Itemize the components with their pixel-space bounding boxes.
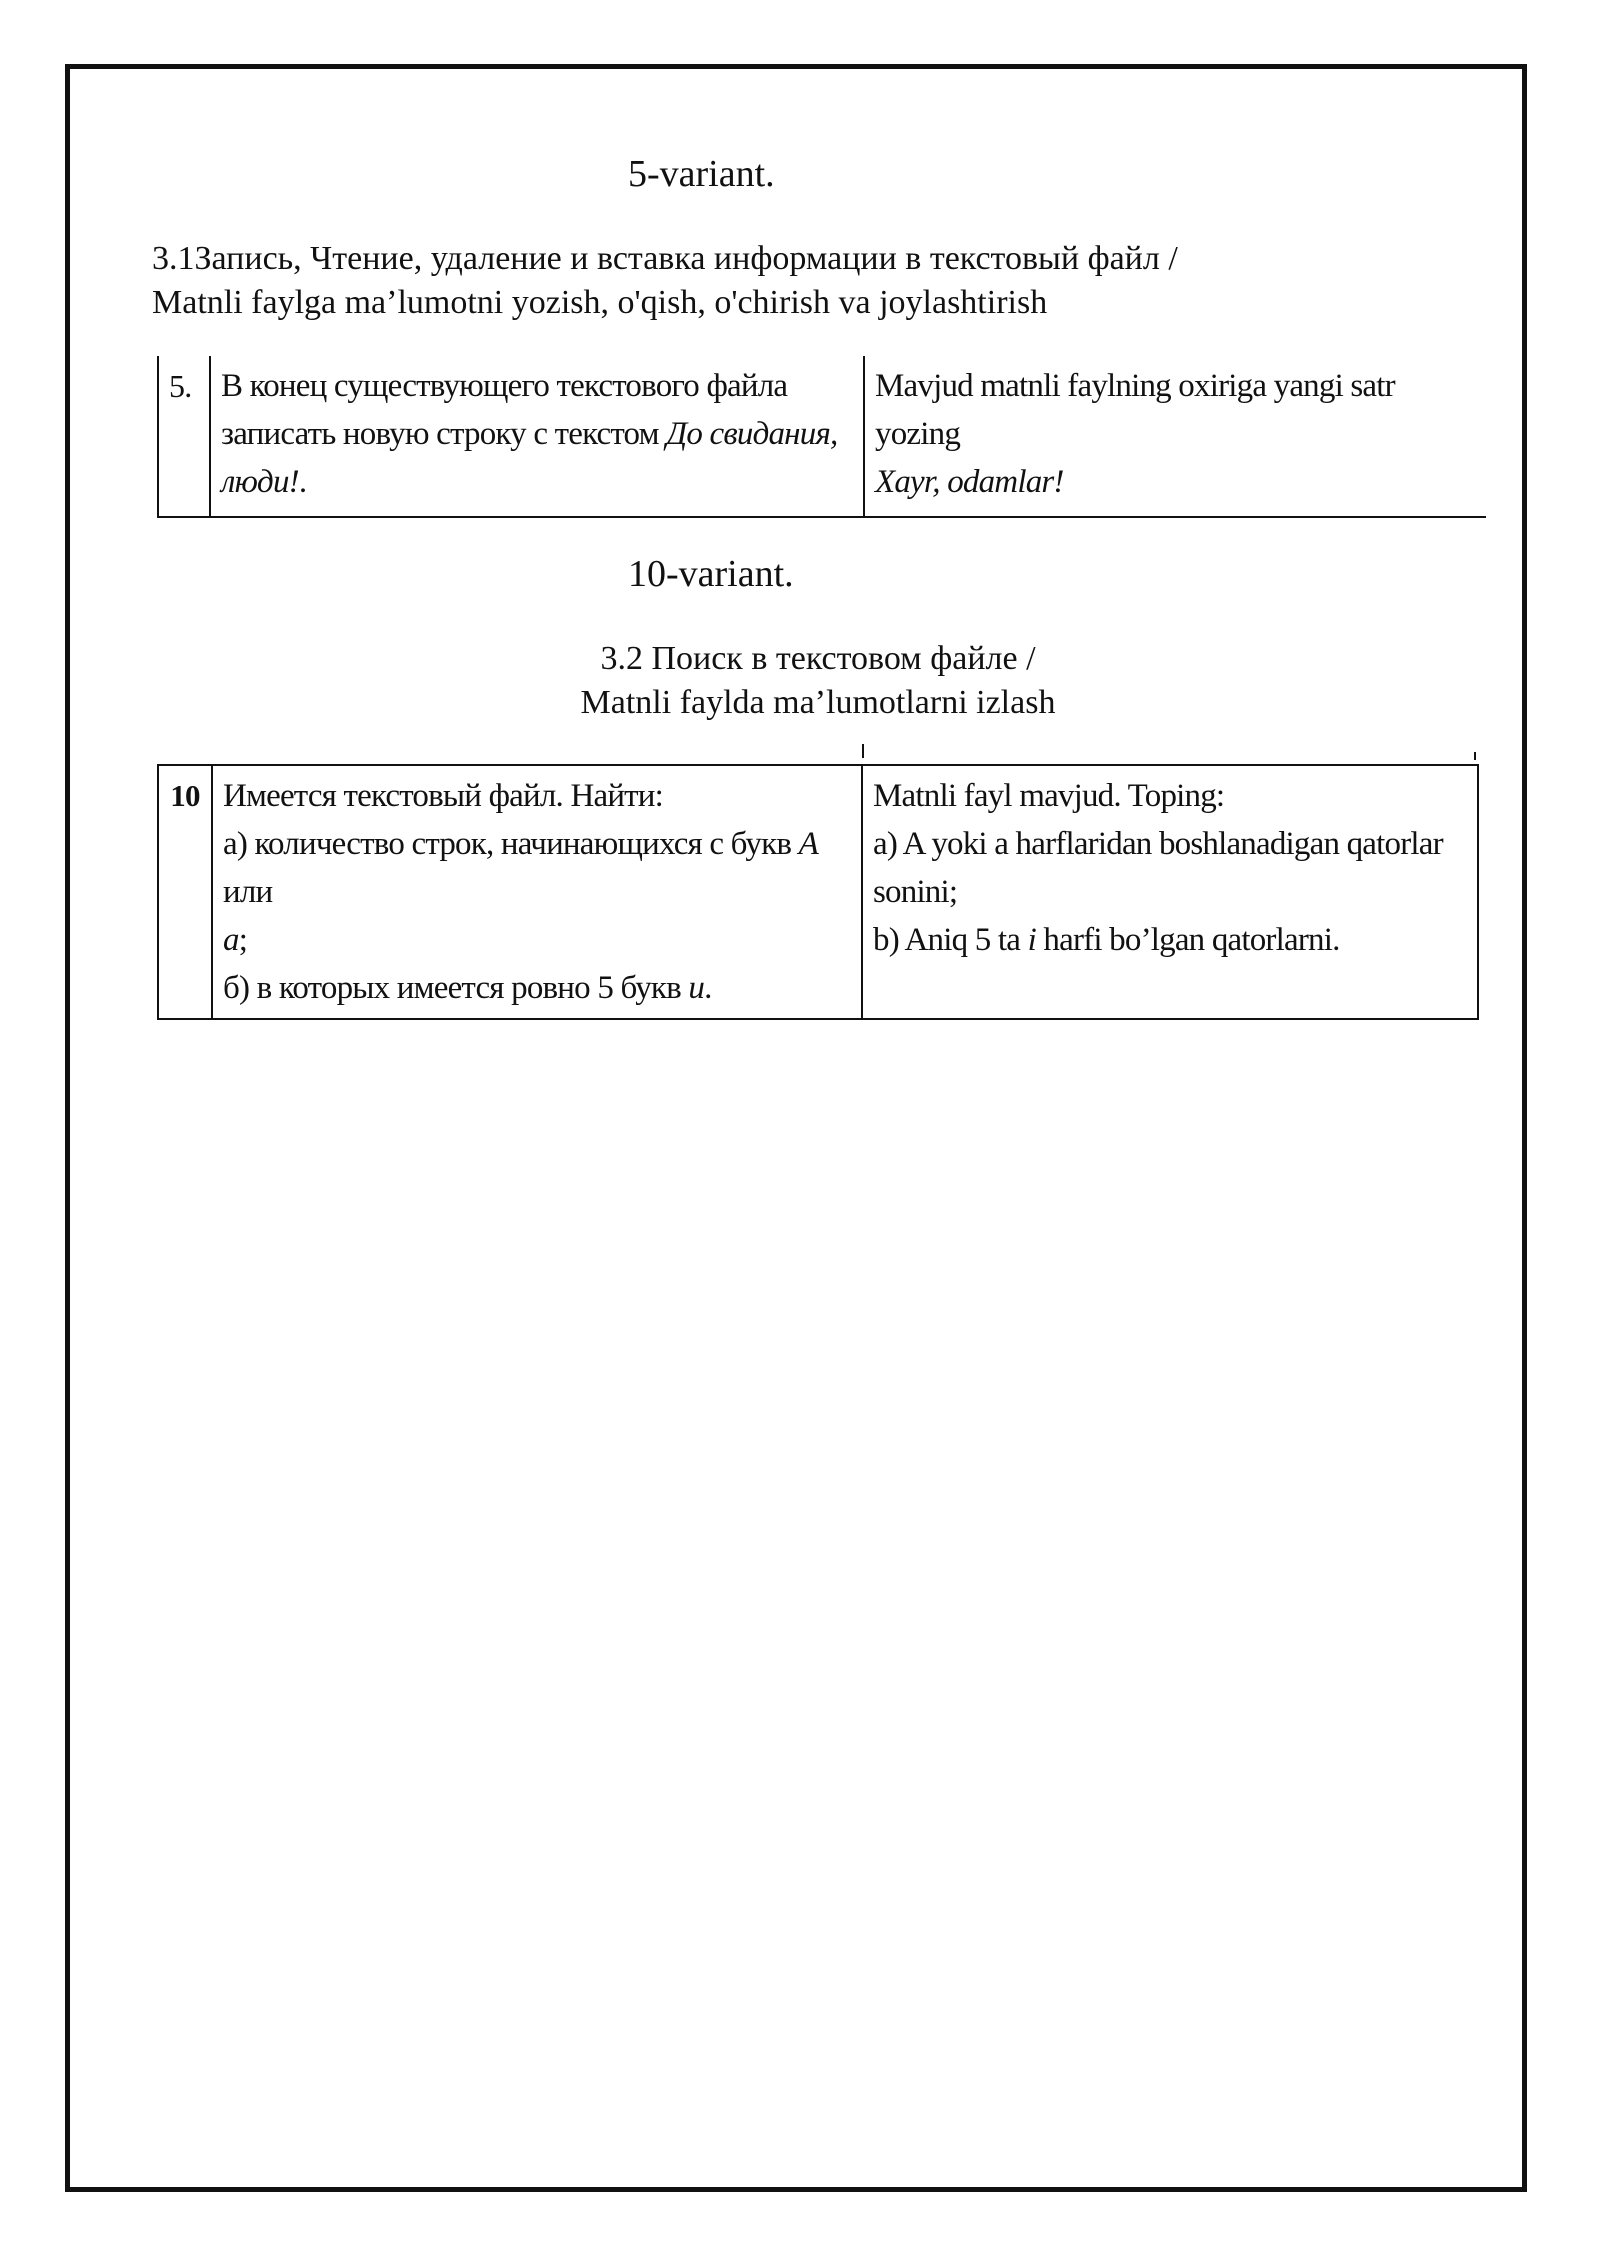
section-title-ru: Поиск в текстовом файле / <box>651 640 1036 677</box>
task-uz-text: b) Aniq 5 ta <box>873 922 1028 958</box>
section-number: 3.1 <box>152 240 195 277</box>
task-ru-cell <box>210 356 864 517</box>
task-ru-letter: и <box>688 970 705 1006</box>
task-ru-quote: До свидания, <box>666 416 838 452</box>
task-10-table <box>157 764 1479 1020</box>
task-ru-text: б) в которых имеется ровно 5 букв <box>223 970 689 1006</box>
table-tick <box>1474 752 1476 760</box>
task-ru-text: . <box>704 970 712 1006</box>
task-ru-line <box>223 964 851 1012</box>
task-uz-cell <box>864 356 1486 517</box>
variant-10-title: 10-variant. <box>628 553 794 595</box>
task-ru-text: записать новую строку с текстом <box>221 416 667 452</box>
task-ru-line: Имеется текстовый файл. Найти: <box>223 778 664 814</box>
section-3-1-title-ru <box>152 237 1178 281</box>
section-3-2-title-uz: Matnli faylda ma’lumotlarni izlash <box>580 684 1056 721</box>
task-uz-line: Mavjud matnli faylning oxiriga yangi satr yozing <box>875 368 1395 452</box>
task-ru-letter: а <box>223 922 239 958</box>
section-3-1-heading <box>152 237 1178 325</box>
task-ru-line <box>221 458 853 506</box>
task-ru-letter: А <box>798 826 818 862</box>
table-row <box>158 765 1478 1019</box>
task-uz-cell <box>862 765 1478 1019</box>
task-uz-line: sonini; <box>873 874 958 910</box>
task-uz-line: Matnli fayl mavjud. Toping: <box>873 778 1225 814</box>
task-ru-line <box>223 820 851 916</box>
table-row <box>158 356 1486 517</box>
task-5-table <box>157 356 1486 518</box>
table-tick <box>862 744 864 758</box>
task-ru-line <box>221 410 853 458</box>
task-number: 5. <box>169 368 192 404</box>
task-uz-text: harfi bo’lgan qatorlarni. <box>1035 922 1340 958</box>
task-ru-line: В конец существующего текстового файла <box>221 368 788 404</box>
task-uz-quote: Xayr, odamlar! <box>875 464 1064 500</box>
task-uz-line <box>873 916 1467 964</box>
section-3-2-title-ru <box>518 637 1118 681</box>
task-uz-line: a) A yoki a harflaridan boshlanadigan qatorlar <box>873 826 1443 862</box>
task-ru-text: ; <box>238 922 248 958</box>
task-ru-text: а) количество строк, начинающихся с букв <box>223 826 799 862</box>
section-3-2-heading <box>518 637 1118 725</box>
task-ru-text: . <box>298 464 307 500</box>
section-number: 3.2 <box>600 640 643 677</box>
task-number-cell <box>158 765 212 1019</box>
task-ru-text: или <box>223 874 273 910</box>
task-ru-cell <box>212 765 862 1019</box>
section-title-ru: Запись, Чтение, удаление и вставка информации в текстовый файл / <box>194 240 1178 277</box>
task-uz-letter: i <box>1027 922 1036 958</box>
section-3-1-title-uz: Matnli faylga ma’lumotni yozish, o'qish, o'chirish va joylashtirish <box>152 284 1048 321</box>
task-number-cell <box>158 356 210 517</box>
task-ru-quote: люди! <box>221 464 299 500</box>
variant-5-title: 5-variant. <box>628 153 775 195</box>
task-number: 10 <box>170 778 200 813</box>
task-ru-line <box>223 916 851 964</box>
